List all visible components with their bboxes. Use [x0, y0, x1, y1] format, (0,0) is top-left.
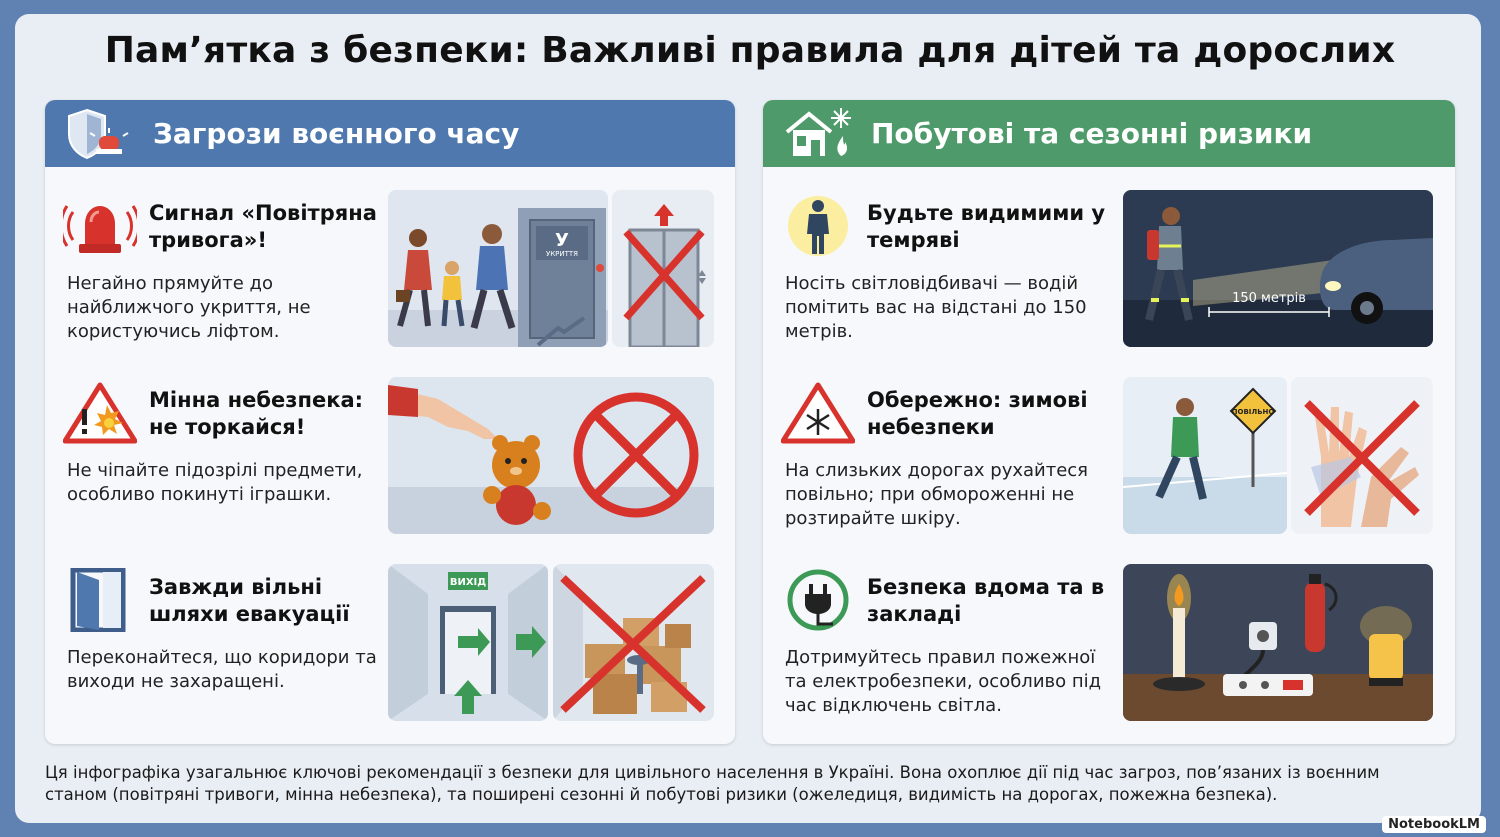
- air-raid-section: [45, 190, 735, 355]
- winter-hazards-desc: На слизьких дорогах рухайтеся повільно; при обмороженні не розтирайте шкіру.: [785, 460, 1089, 529]
- home-safety-desc: Дотримуйтесь правил пожежної та електробезпеки, особливо під час відключень світла.: [785, 647, 1102, 716]
- explosion-warning-icon: [63, 381, 137, 445]
- shield-siren-icon: [65, 106, 135, 162]
- visibility-section: [763, 190, 1455, 355]
- home-safety-title: Безпека вдома та в закладі: [867, 575, 1105, 626]
- reflective-person-icon: [781, 194, 855, 258]
- wartime-threats-panel: [45, 100, 735, 744]
- winter-hazards-section: [763, 377, 1455, 542]
- shelter-sign-text: УКРИТТЯ: [545, 250, 579, 258]
- shelter-illustration: [388, 190, 608, 347]
- house-snow-fire-icon: [783, 106, 853, 162]
- home-fire-safety-illustration: [1123, 564, 1433, 721]
- mine-danger-desc: Не чіпайте підозрілі предмети, особливо покинуті іграшки.: [67, 460, 363, 505]
- evacuation-title: Завжди вільні шляхи евакуації: [149, 575, 350, 626]
- visibility-desc: Носіть світловідбивачі — водій помітить вас на відстані до 150 метрів.: [785, 273, 1087, 342]
- svg-text:У: У: [555, 230, 569, 251]
- footer-line-2: станом (повітряні тривоги, мінна небезпека), та поширені сезонні й побутові ризики (ожеледиця, видимість на дорогах, пожежна безпека).: [45, 785, 1278, 804]
- air-raid-title: Сигнал «Повітряна тривога»!: [149, 201, 377, 252]
- frostbite-illustration: [1291, 377, 1433, 534]
- mine-danger-title: Мінна небезпека: не торкайся!: [149, 388, 364, 439]
- home-safety-section: [763, 564, 1455, 729]
- visibility-title: Будьте видимими у темряві: [867, 201, 1106, 252]
- blocked-corridor-illustration: [553, 564, 714, 721]
- icy-road-illustration: [1123, 377, 1287, 534]
- toy-mine-illustration: [388, 377, 714, 534]
- mine-danger-section: [45, 377, 735, 542]
- exit-sign-text: ВИХІД: [449, 577, 487, 588]
- page-title: Пам’ятка з безпеки: Важливі правила для дітей та дорослих: [104, 30, 1396, 71]
- winter-hazards-title: Обережно: зимові небезпеки: [867, 388, 1088, 439]
- evacuation-desc: Переконайтеся, що коридори та виходи не захаращені.: [67, 647, 377, 692]
- distance-label: 150 метрів: [1232, 291, 1306, 306]
- evacuation-section: [45, 564, 735, 729]
- footer-summary: [45, 762, 1465, 806]
- night-road-illustration: [1123, 190, 1433, 347]
- footer-line-1: Ця інфографіка узагальнює ключові рекомендації з безпеки для цивільного населення в Україні. Вона охоплює дії під час загроз, пов’язаних із воєнним: [45, 763, 1380, 782]
- plug-icon: [781, 568, 855, 632]
- air-raid-desc: Негайно прямуйте до найближчого укриття, не користуючись ліфтом.: [67, 273, 311, 342]
- wartime-panel-title: Загрози воєнного часу: [153, 117, 520, 150]
- household-panel-header: [763, 100, 1455, 167]
- elevator-forbidden-illustration: [612, 190, 714, 347]
- clear-exit-illustration: [388, 564, 548, 721]
- snowflake-warning-icon: [781, 381, 855, 445]
- open-door-icon: [63, 568, 137, 632]
- household-seasonal-panel: [763, 100, 1455, 744]
- household-panel-title: Побутові та сезонні ризики: [871, 117, 1313, 150]
- slow-sign-text: ПОВІЛЬНО: [1231, 408, 1275, 416]
- notebooklm-badge: NotebookLM: [1382, 816, 1486, 833]
- siren-icon: [63, 194, 137, 258]
- wartime-panel-header: [45, 100, 735, 167]
